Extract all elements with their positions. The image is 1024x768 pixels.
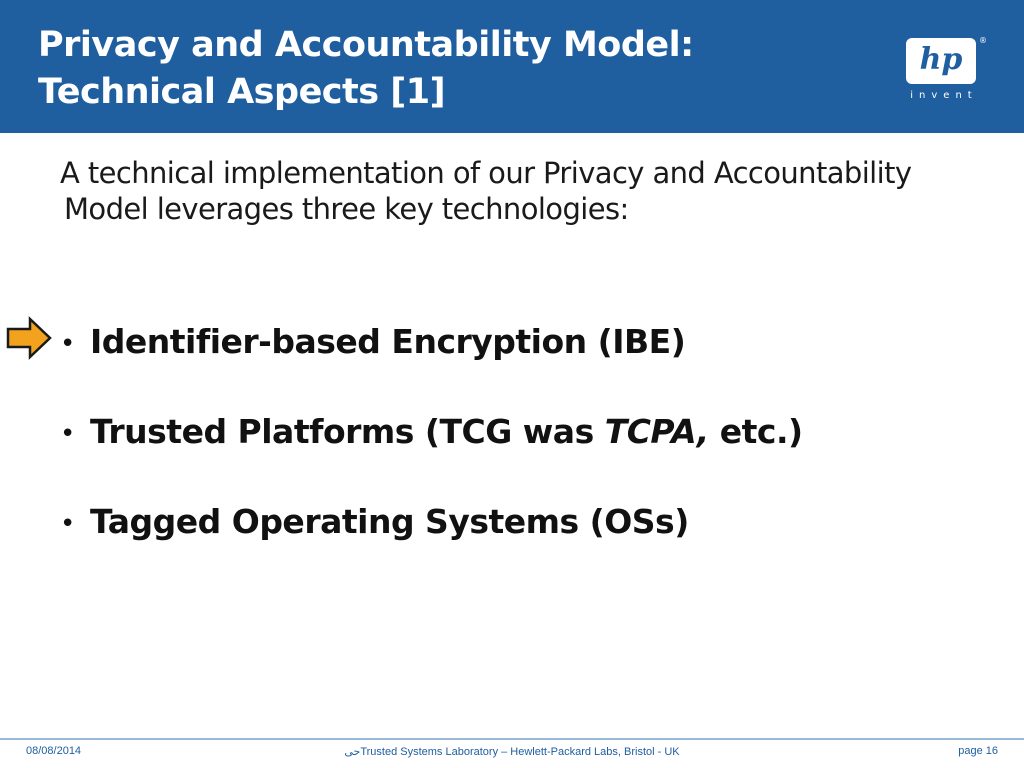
bullet-text: Tagged Operating Systems (OSs) <box>90 502 689 541</box>
bullet-text-part-1: Trusted Platforms (TCG was <box>90 412 605 451</box>
registered-mark: ® <box>979 36 987 45</box>
bullet-text-italic: TCPA, <box>604 412 709 451</box>
bullet-dot: • <box>60 509 75 539</box>
right-arrow-icon <box>6 316 52 360</box>
intro-line-1: A technical implementation of our Privacy and Accountability <box>60 156 912 190</box>
footer-divider <box>0 738 1024 740</box>
bullet-text: Identifier-based Encryption (IBE) <box>90 322 686 361</box>
footer-lab-name: حیTrusted Systems Laboratory – Hewlett-Packard Labs, Bristol - UK <box>344 746 680 758</box>
intro-line-2: Model leverages three key technologies: <box>64 192 629 226</box>
bullet-item-tagged-os <box>60 500 960 590</box>
hp-logo-tagline: invent <box>910 90 978 101</box>
title-line-2: Technical Aspects [1] <box>38 72 446 112</box>
title-bar <box>0 0 1024 133</box>
footer-date: 08/08/2014 <box>26 745 82 757</box>
hp-logo-box <box>906 38 976 84</box>
slide-title <box>38 22 694 116</box>
intro-paragraph <box>60 155 980 227</box>
bullet-dot: • <box>60 419 75 449</box>
title-line-1: Privacy and Accountability Model: <box>38 25 694 65</box>
bullet-item-ibe <box>60 320 960 410</box>
hp-logo-text: hp <box>919 42 963 77</box>
bullet-text-part-2: etc.) <box>708 412 803 451</box>
hp-logo <box>906 36 987 104</box>
bullet-item-trusted-platforms <box>60 410 960 500</box>
bullet-text <box>90 410 803 454</box>
bullet-list <box>60 320 960 590</box>
bullet-dot: • <box>60 329 75 359</box>
footer-page-number: page 16 <box>958 745 998 757</box>
